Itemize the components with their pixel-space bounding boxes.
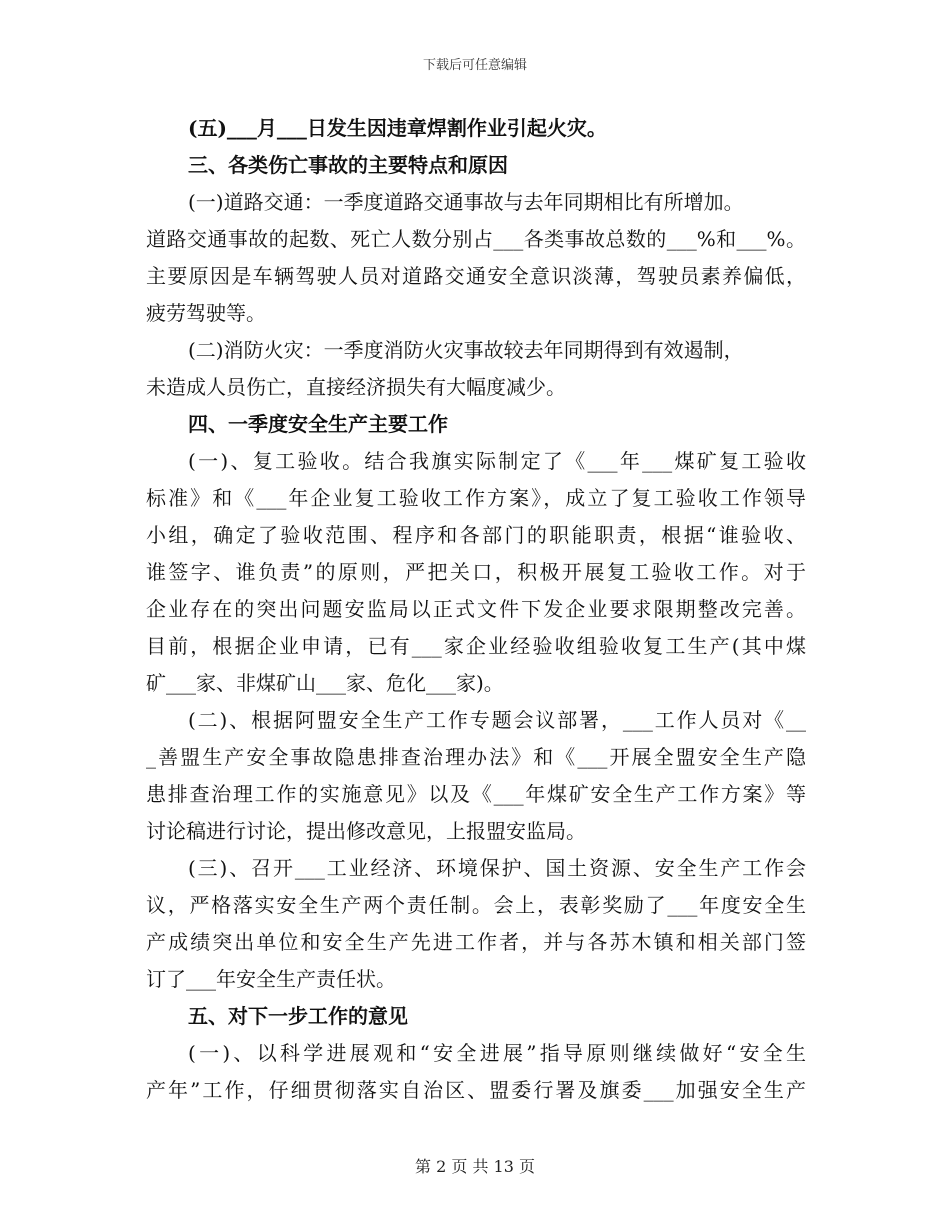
section-heading-3: 三、各类伤亡事故的主要特点和原因 [188, 153, 508, 177]
paragraph-line: 患排查治理工作的实施意见》以及《___年煤矿安全生产工作方案》等 [146, 782, 806, 806]
paragraph-line: (三)、召开___工业经济、环境保护、国土资源、安全生产工作会 [188, 856, 806, 880]
paragraph-line: 企业存在的突出问题安监局以正式文件下发企业要求限期整改完善。 [146, 597, 806, 621]
paragraph-line: _善盟生产安全事故隐患排查治理办法》和《___开展全盟安全生产隐 [146, 745, 806, 769]
paragraph-line: (一)、复工验收。结合我旗实际制定了《___年___煤矿复工验收 [188, 449, 806, 473]
section-heading-5: 五、对下一步工作的意见 [188, 1004, 408, 1028]
paragraph-line: 未造成人员伤亡，直接经济损失有大幅度减少。 [146, 375, 566, 399]
section-item-5: (五)___月___日发生因违章焊割作业引起火灾。 [188, 116, 607, 140]
page-number: 第 2 页 共 13 页 [415, 1157, 535, 1176]
paragraph-line: 道路交通事故的起数、死亡人数分别占___各类事故总数的___%和___%。 [146, 227, 806, 251]
paragraph-line: 小组，确定了验收范围、程序和各部门的职能职责，根据“谁验收、 [146, 523, 806, 547]
page-header: 下载后可任意编辑 [422, 58, 527, 73]
paragraph-line: 疲劳驾驶等。 [146, 301, 266, 325]
paragraph-line: 产年”工作，仔细贯彻落实自治区、盟委行署及旗委___加强安全生产 [146, 1078, 806, 1102]
paragraph-line: (二)、根据阿盟安全生产工作专题会议部署，___工作人员对《__ [188, 708, 806, 732]
paragraph-line: (二)消防火灾：一季度消防火灾事故较去年同期得到有效遏制， [188, 338, 744, 362]
paragraph-line: 谁签字、谁负责”的原则，严把关口，积极开展复工验收工作。对于 [146, 560, 806, 584]
paragraph-line: 订了___年安全生产责任状。 [146, 967, 396, 991]
paragraph-line: 矿___家、非煤矿山___家、危化___家)。 [146, 671, 504, 695]
paragraph-line: (一)道路交通：一季度道路交通事故与去年同期相比有所增加。 [188, 190, 744, 214]
document-body [146, 110, 806, 1109]
paragraph-line: 主要原因是车辆驾驶人员对道路交通安全意识淡薄，驾驶员素养偏低， [146, 264, 806, 288]
paragraph-line: 标准》和《___年企业复工验收工作方案》，成立了复工验收工作领导 [146, 486, 806, 510]
paragraph-line: 议，严格落实安全生产两个责任制。会上，表彰奖励了___年度安全生 [146, 893, 806, 917]
paragraph-line: 目前，根据企业申请，已有___家企业经验收组验收复工生产(其中煤 [146, 634, 806, 658]
paragraph-line: 产成绩突出单位和安全生产先进工作者，并与各苏木镇和相关部门签 [146, 930, 806, 954]
paragraph-line: 讨论稿进行讨论，提出修改意见，上报盟安监局。 [146, 819, 586, 843]
paragraph-line: (一)、以科学进展观和“安全进展”指导原则继续做好“安全生 [188, 1041, 806, 1065]
section-heading-4: 四、一季度安全生产主要工作 [188, 412, 448, 436]
